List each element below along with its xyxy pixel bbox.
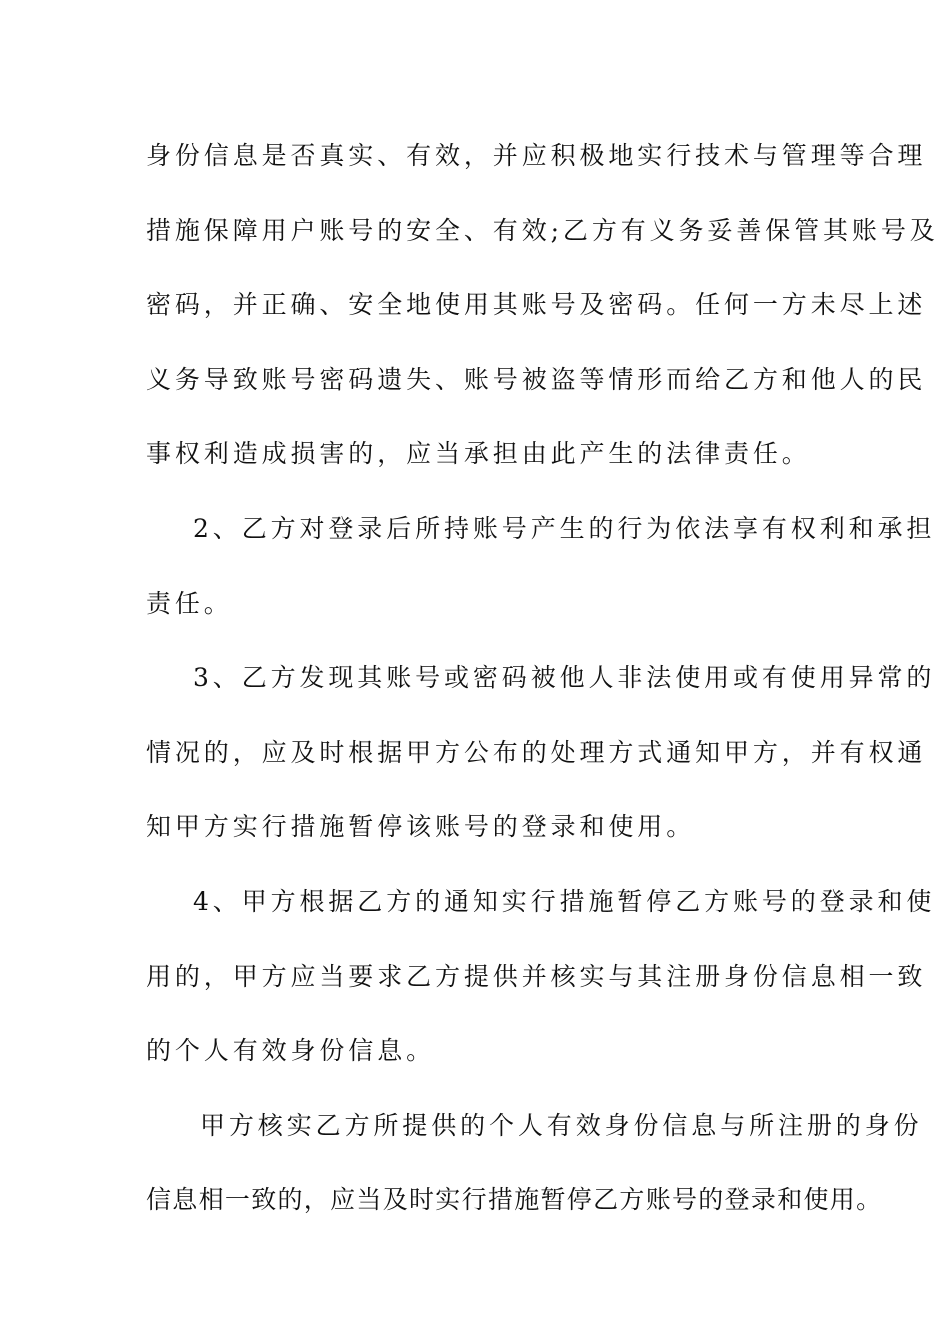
text-line: 责任。	[146, 588, 233, 618]
text-line: 情况的，应及时根据甲方公布的处理方式通知甲方，并有权通	[146, 737, 927, 767]
text-line: 知甲方实行措施暂停该账号的登录和使用。	[146, 812, 696, 842]
paragraph-5-line: 甲方核实乙方所提供的个人有效身份信息与所注册的身份	[200, 1110, 923, 1140]
text-line: 的个人有效身份信息。	[146, 1036, 436, 1066]
text-line: 事权利造成损害的，应当承担由此产生的法律责任。	[146, 439, 811, 469]
paragraph-2-line: 2、乙方对登录后所持账号产生的行为依法享有权利和承担	[193, 513, 936, 543]
paragraph-4-line: 4、甲方根据乙方的通知实行措施暂停乙方账号的登录和使	[193, 886, 936, 916]
text-line: 身份信息是否真实、有效，并应积极地实行技术与管理等合理	[146, 141, 927, 170]
text-line: 义务导致账号密码遗失、账号被盗等情形而给乙方和他人的民	[146, 364, 927, 394]
text-line: 密码，并正确、安全地使用其账号及密码。任何一方未尽上述	[146, 290, 927, 320]
text-line: 信息相一致的，应当及时实行措施暂停乙方账号的登录和使用。	[146, 1185, 883, 1215]
text-line: 用的，甲方应当要求乙方提供并核实与其注册身份信息相一致	[146, 961, 927, 991]
text-line: 措施保障用户账号的安全、有效;乙方有义务妥善保管其账号及	[146, 215, 939, 245]
paragraph-3-line: 3、乙方发现其账号或密码被他人非法使用或有使用异常的	[193, 663, 936, 693]
document-body	[146, 128, 939, 1247]
